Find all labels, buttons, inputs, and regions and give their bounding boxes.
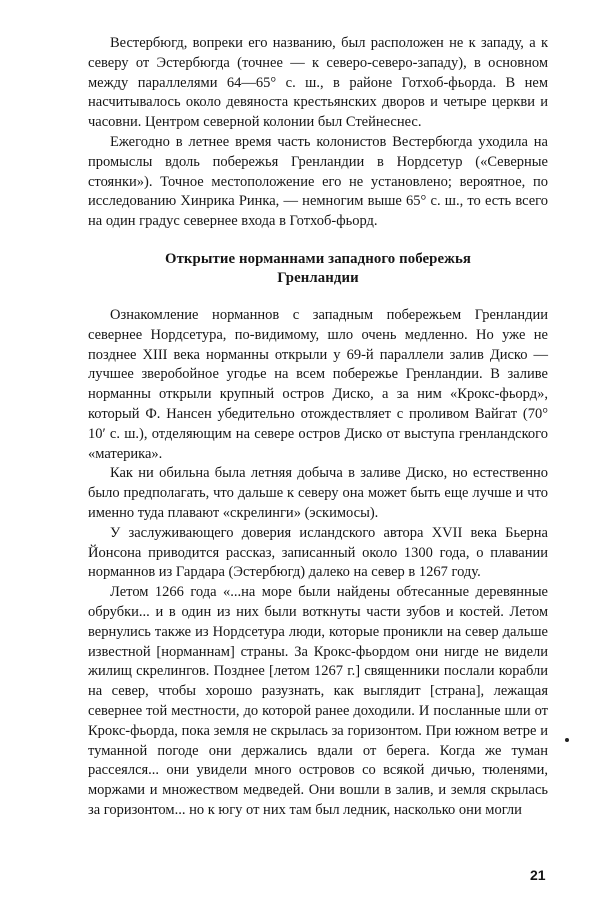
paragraph-acquaintance: Ознакомление норманнов с западным побережьем Гренландии севернее Нордсетура, по-видимому, шло очень медленно. Но уже не позднее XIII века норманны открыли у 69-й параллели залив Диско — лучшее зверобойное угодье на всем побережье Гренландии. В заливе норманны открыли крупный остров Диско, а за ним «Крокс-фьорд», который Ф. Нансен убедительно отождествляет с проливом Вайгат (70° 10′ с. ш.), отделяющим на севере остров Диско от выступа гренландского «материка». [88, 306, 548, 462]
margin-dot [565, 738, 569, 742]
paragraph-bjorn-jonsson: У заслуживающего доверия исландского автора XVII века Бьерна Йонсона приводится рассказ, записанный около 1300 года, о плавании норманнов из Гардара (Эстербюгд) далеко на север в 1267 году. [88, 524, 548, 581]
section-title [88, 250, 548, 288]
paragraph-nordsetur: Ежегодно в летнее время часть колонистов Вестербюгда уходила на промыслы вдоль побережья Гренландии в Нордсетур («Северные стоянки»). Точное местоположение его не установлено; вероятное, по исследованию Хинрика Ринка, — немногим выше 65° с. ш., то есть всего на один градус севернее входа в Готхоб-фьорд. [88, 133, 548, 230]
page-number: 21 [530, 867, 546, 883]
paragraph-westerbygd: Вестербюгд, вопреки его названию, был расположен не к западу, а к северу от Эстербюгда (точнее — к северо-северо-западу), в основном между параллелями 64—65° с. ш., в районе Готхоб-фьорда. В нем насчитывалось около девяноста крестьянских дворов и четыре церкви и часовни. Центром северной колонии был Стейнеснес. [88, 35, 548, 131]
paragraph-quotation: Летом 1266 года «...на море были найдены обтесанные деревянные обрубки... и в один из них были воткнуты части зубов и костей. Летом вернулись также из Нордсетура люди, которые проникли на север дальше известной [норманнам] страны. За Крокс-фьордом они нигде не видели жилищ скрелингов. Позднее [летом 1267 г.] священники послали корабли на север, чтобы хорошо разузнать, как выглядит [страна], лежащая севернее той местности, до которой ранее доходили. И посланные шли от Крокс-фьорда, пока земля не скрылась за горизонтом. При южном ветре и туманной погоде они держались вдали от берега. Когда же туман рассеялся... они увидели много островов со всякой дичью, тюленями, моржами и множеством медведей. Они вошли в залив, и земля скрылась за горизонтом... но к югу от них там был ледник, насколько они могли [88, 584, 548, 818]
section-title-line-1: Открытие норманнами западного побережья [164, 250, 472, 267]
main-text [88, 34, 548, 821]
section-title-line-2: Гренландии [277, 269, 359, 286]
paragraph-summer-catch: Как ни обильна была летняя добыча в заливе Диско, но естественно было предполагать, что дальше к северу она может быть еще лучше и что именно туда плавают «скрелинги» (эскимосы). [88, 465, 548, 521]
